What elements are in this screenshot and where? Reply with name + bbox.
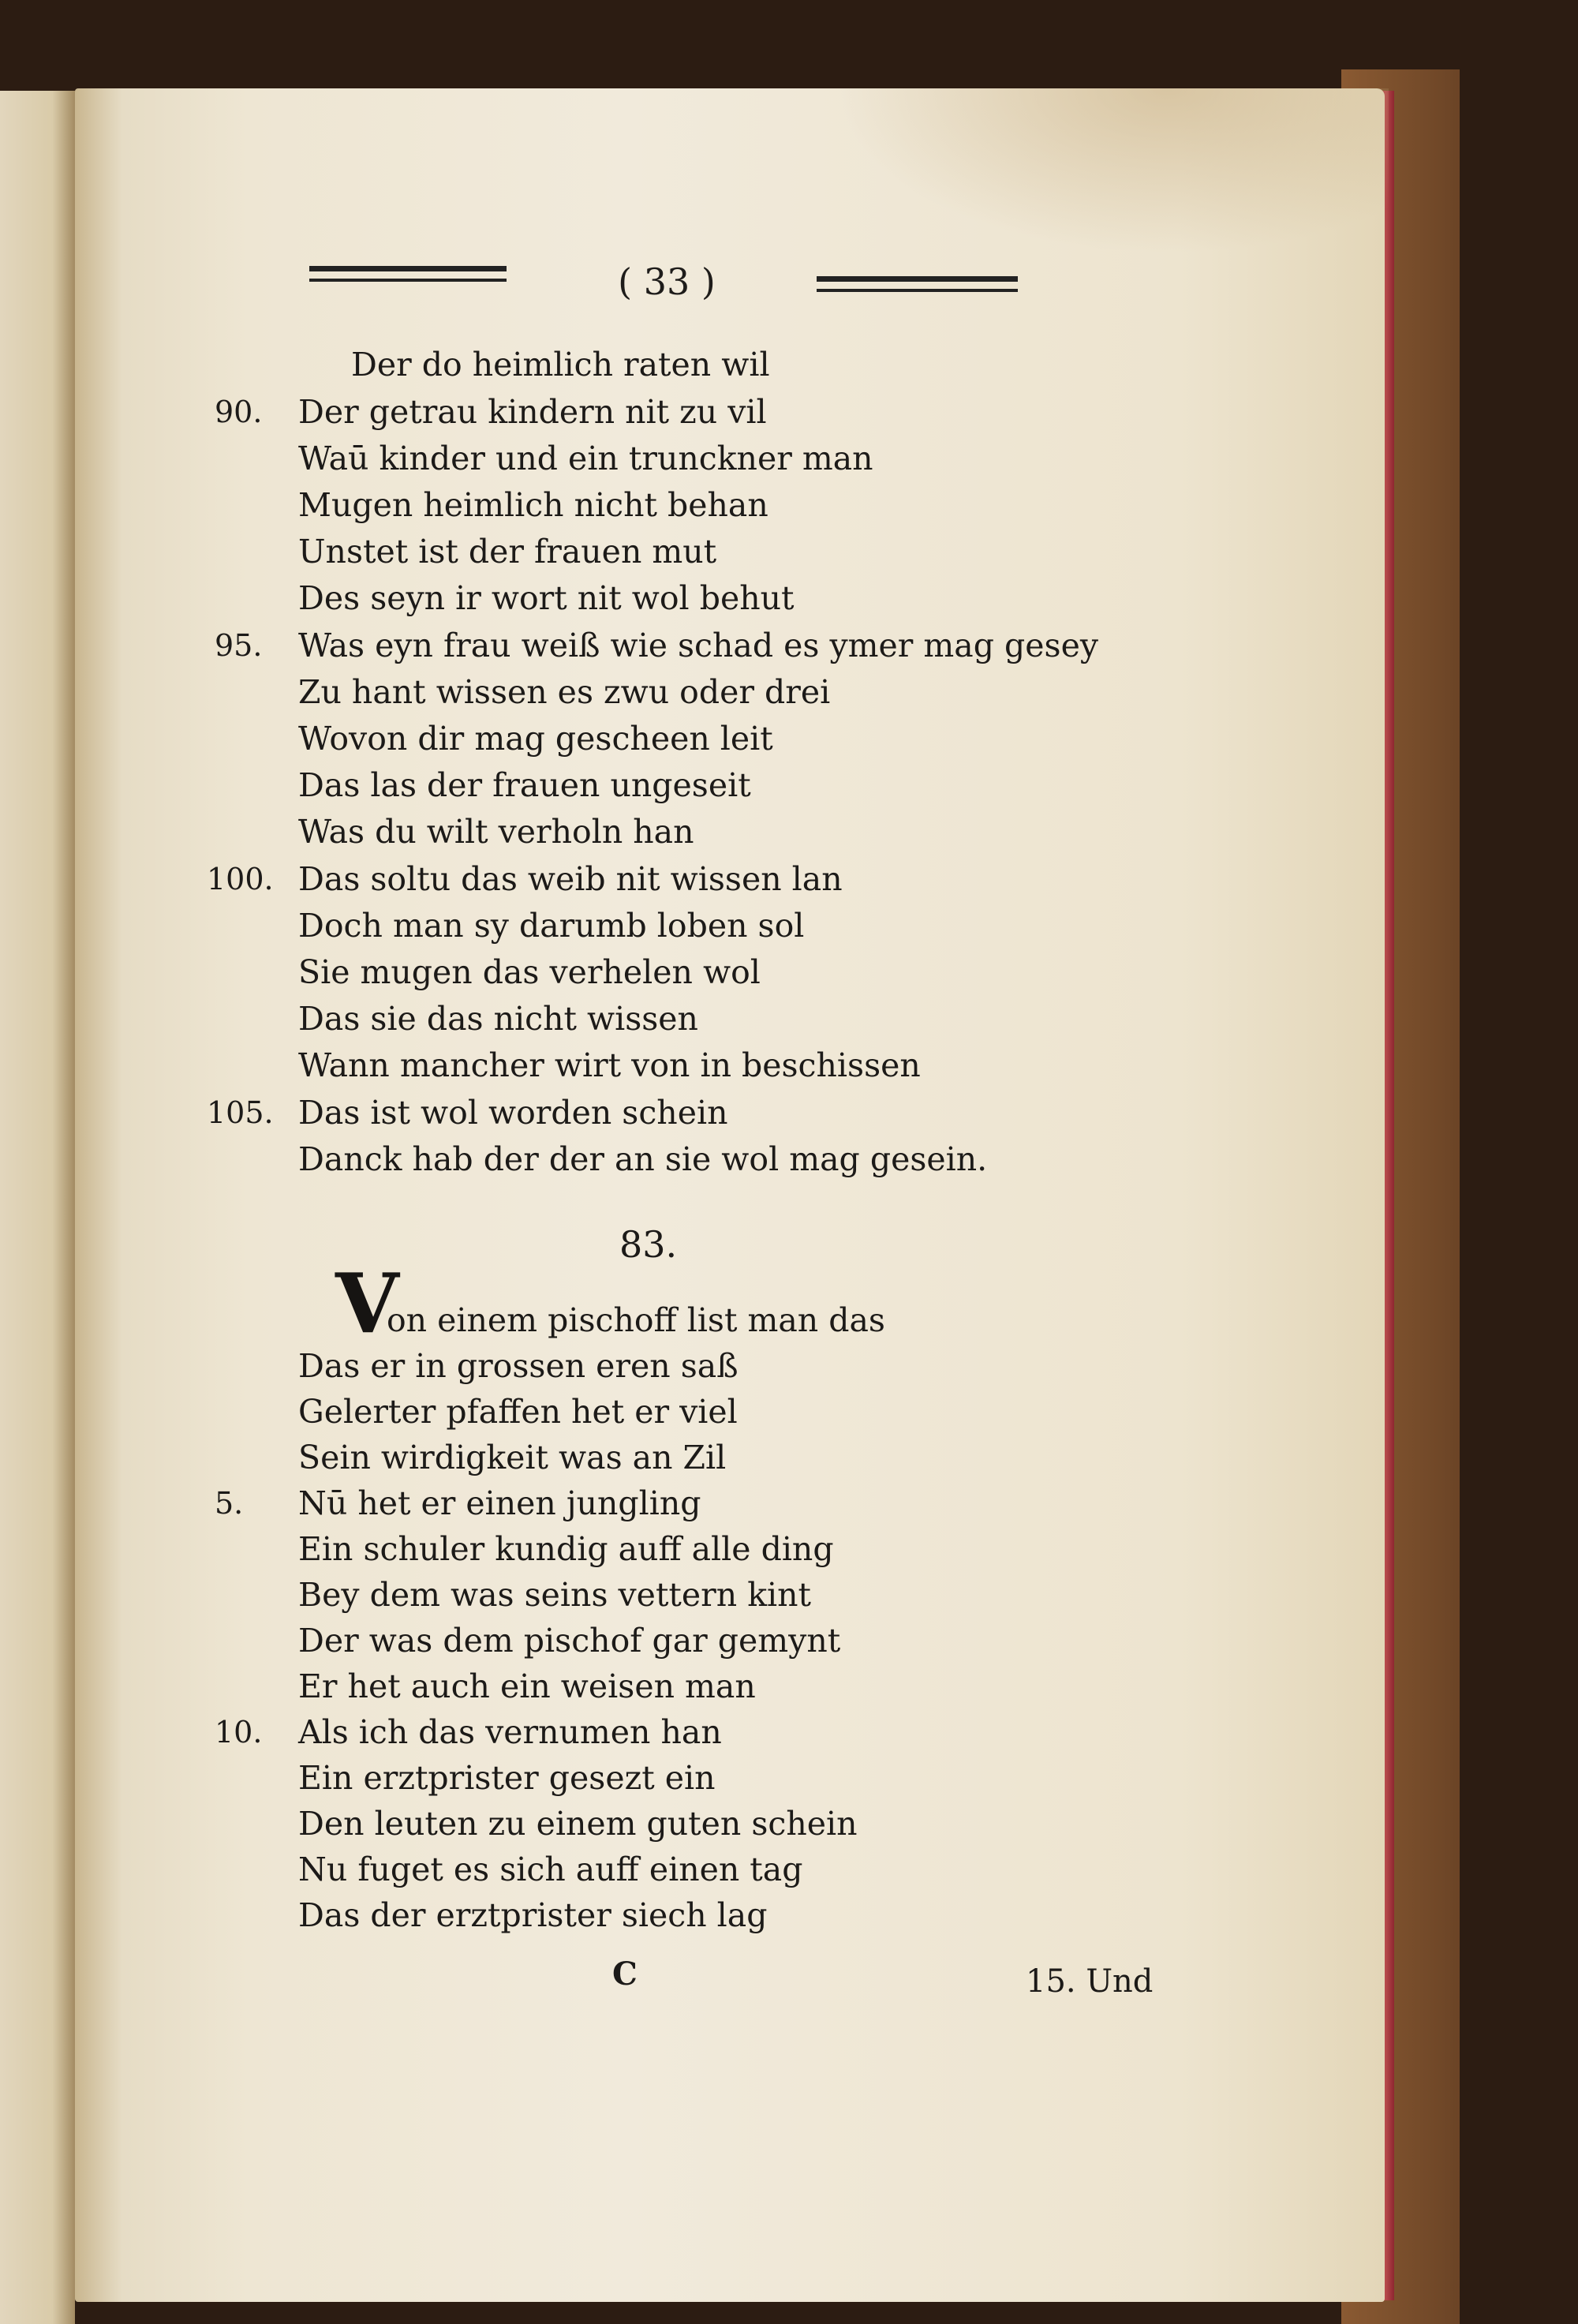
header-rule-left bbox=[309, 266, 507, 282]
line-number: 105. bbox=[207, 1095, 274, 1130]
verse-line: Was eyn frau weiß wie schad es ymer mag gesey bbox=[298, 627, 1098, 664]
verse-line: Der was dem pischof gar gemynt bbox=[298, 1622, 841, 1660]
verse-line: Wann mancher wirt von in beschissen bbox=[298, 1046, 921, 1084]
verse-line: Des seyn ir wort nit wol behut bbox=[298, 579, 795, 617]
verse-line: Was du wilt verholn han bbox=[298, 813, 694, 851]
header-rule-right bbox=[817, 276, 1018, 292]
verse-line: Mugen heimlich nicht behan bbox=[298, 486, 768, 524]
verse-line: Danck hab der der an sie wol mag gesein. bbox=[298, 1140, 988, 1178]
verse-line: Das sie das nicht wissen bbox=[298, 1000, 698, 1038]
verse-line: Unstet ist der frauen mut bbox=[298, 533, 717, 571]
verse-line: Als ich das vernumen han bbox=[298, 1713, 722, 1751]
water-stain bbox=[836, 88, 1389, 254]
verse-line: Ein schuler kundig auff alle ding bbox=[298, 1530, 834, 1568]
verse-line: Das las der frauen ungeseit bbox=[298, 766, 751, 804]
line-number: 5. bbox=[215, 1486, 244, 1521]
section-number: 83. bbox=[619, 1223, 678, 1266]
verse-line: Doch man sy darumb loben sol bbox=[298, 907, 805, 945]
verse-line: Ein erztprister gesezt ein bbox=[298, 1759, 716, 1797]
verse-line: Nū het er einen jungling bbox=[298, 1484, 701, 1522]
verse-line: Zu hant wissen es zwu oder drei bbox=[298, 673, 831, 711]
page-number: ( 33 ) bbox=[618, 260, 716, 303]
verse-line: Bey dem was seins vettern kint bbox=[298, 1576, 812, 1614]
verse-line: Wovon dir mag gescheen leit bbox=[298, 720, 773, 758]
line-number: 90. bbox=[215, 395, 263, 429]
catchword: 15. Und bbox=[1026, 1963, 1154, 2000]
verse-line: Waū kinder und ein trunckner man bbox=[298, 440, 873, 477]
signature-mark: C bbox=[612, 1955, 638, 1993]
verse-line: on einem pischoff list man das bbox=[387, 1301, 885, 1339]
verse-line: Nu fuget es sich auff einen tag bbox=[298, 1851, 803, 1888]
verse-line: Das soltu das weib nit wissen lan bbox=[298, 860, 843, 898]
facing-page-edge bbox=[0, 91, 75, 2324]
verse-line: Sein wirdigkeit was an Zil bbox=[298, 1439, 727, 1476]
verse-line: Gelerter pfaffen het er viel bbox=[298, 1393, 738, 1431]
verse-line: Das ist wol worden schein bbox=[298, 1094, 728, 1132]
verse-line: Das er in grossen eren saß bbox=[298, 1347, 739, 1385]
line-number: 95. bbox=[215, 628, 263, 663]
line-number: 100. bbox=[207, 862, 274, 896]
verse-line: Der getrau kindern nit zu vil bbox=[298, 393, 767, 431]
verse-line: Der do heimlich raten wil bbox=[351, 346, 770, 384]
verse-line: Das der erztprister siech lag bbox=[298, 1896, 768, 1934]
verse-line: Den leuten zu einem guten schein bbox=[298, 1805, 858, 1843]
verse-line: Sie mugen das verhelen wol bbox=[298, 953, 761, 991]
verse-line: Er het auch ein weisen man bbox=[298, 1667, 756, 1705]
drop-cap: V bbox=[335, 1255, 399, 1352]
line-number: 10. bbox=[215, 1715, 263, 1750]
